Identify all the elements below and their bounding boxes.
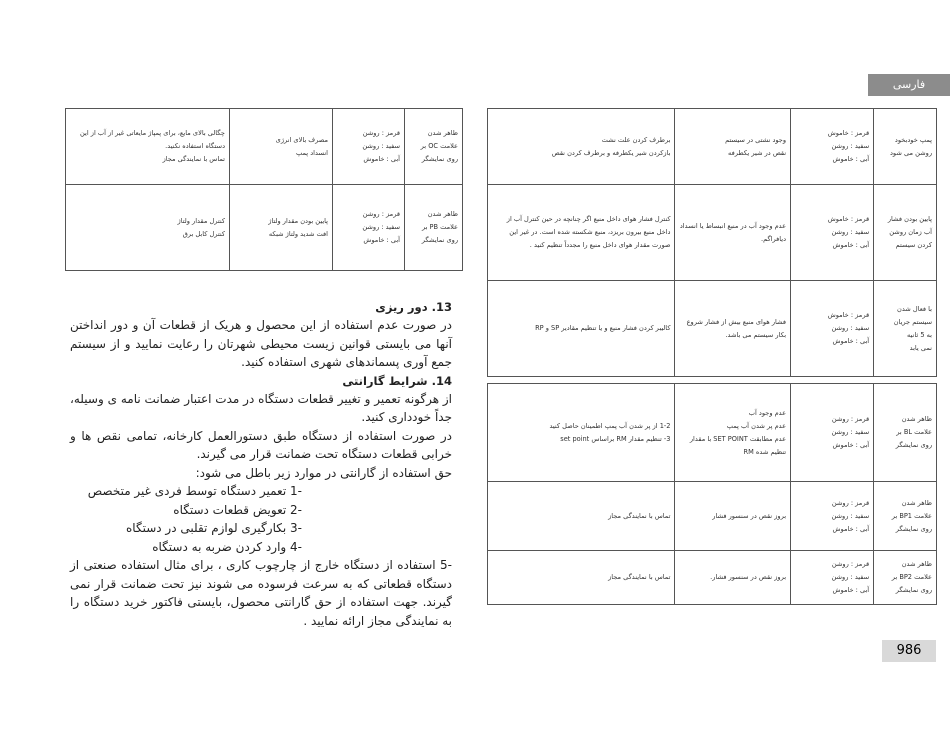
sign-line: کردن سیستم (895, 241, 932, 249)
sign-cell (405, 109, 463, 185)
cause-line: عدم مطابقت SET POINT با مقدار تنظیم شده RM (689, 434, 787, 456)
remedy-line: کنترل مقدار ولتاژ (177, 216, 225, 225)
warranty-paragraph: در صورت استفاده از دستگاه طبق دستورالعمل کارخانه، تمامی نقص ها و خرابی قطعات دستگاه تحت ضمانت قرار می گیرند. (70, 428, 452, 461)
remedy-cell (66, 109, 230, 185)
sign-line: روی نمایشگر (895, 441, 932, 449)
sign-line: ظاهر شدن (901, 560, 932, 568)
sign-line: ظاهر شدن (901, 415, 932, 423)
led-status-line: سفید : روشن (831, 142, 870, 150)
cause-cell (230, 185, 333, 271)
cause-line: نقص در شیر یکطرفه (728, 148, 787, 157)
sign-line: ظاهر شدن (427, 210, 458, 218)
led-status-cell (333, 109, 405, 185)
cause-line: بروز نقص در سنسور فشار (712, 511, 787, 520)
cause-line: عدم پر شدن آب پمپ (726, 421, 787, 430)
remedy-line: تماس با نمایندگی مجاز (608, 511, 671, 520)
remedy-line: 3- تنظیم مقدار RM براساس set point (560, 434, 671, 443)
sign-line: نمی یابد (909, 343, 932, 352)
sign-cell (874, 551, 937, 605)
cause-line: فشار هوای منبع بیش از فشار شروع بکار سیستم می باشد. (686, 317, 787, 339)
remedy-line: کنترل کابل برق (182, 229, 225, 238)
led-status-line: آبی : خاموش (363, 236, 400, 244)
remedy-line: چگالی بالای مایع، برای پمپاژ مایعاتی غیر از آب از این دستگاه استفاده نکنید. (80, 129, 225, 150)
led-status-line: قرمز : روشن (362, 129, 400, 137)
sign-line: پمپ خودبخود (894, 135, 932, 144)
remedy-line: برطرف کردن علت نشت (601, 135, 671, 144)
led-status-line: قرمز : خاموش (827, 129, 870, 137)
led-status-line: سفید : روشن (831, 228, 870, 236)
warranty-item: -1 تعمیر دستگاه توسط فردی غیر متخصص (87, 484, 302, 498)
led-status-cell (791, 551, 874, 605)
cause-line: انسداد پمپ (296, 148, 328, 157)
sign-cell (874, 281, 937, 377)
cause-line: بروز نقص در سنسور فشار. (710, 573, 787, 581)
table-row (488, 482, 937, 551)
cause-cell (675, 551, 791, 605)
sign-cell (874, 185, 937, 281)
remedy-line: بازکردن شیر یکطرفه و برطرف کردن نقص (551, 148, 671, 157)
cause-line: عدم وجود آب (748, 408, 787, 417)
led-status-line: آبی : خاموش (832, 241, 870, 249)
remedy-cell (488, 551, 675, 605)
page-number: 986 (882, 640, 936, 662)
cause-line: پایین بودن مقدار ولتاژ (268, 216, 328, 225)
warranty-heading: 14. شرایط گارانتی (342, 373, 452, 388)
remedy-cell (488, 482, 675, 551)
table-row (66, 109, 463, 185)
remedy-line: تماس با نمایندگی مجاز (608, 573, 671, 581)
led-status-line: آبی : خاموش (832, 441, 870, 449)
remedy-line: کنترل فشار هوای داخل منبع اگر چنانچه در حین کنترل آب از داخل منبع بیرون بریزد، منبع شکسته شده است. در غیر این صورت مقدار هوای داخل منبع را مجدداً تنظیم کنید . (506, 215, 671, 249)
remedy-line: تماس با نمایندگی مجاز (162, 155, 225, 163)
remedy-cell (488, 185, 675, 281)
sign-line: علامت BP1 بر (891, 511, 932, 520)
led-status-cell (791, 109, 874, 185)
warranty-item: -3 بکارگیری لوازم تقلبی در دستگاه (126, 521, 302, 535)
disposal-heading: 13. دور ریزی (375, 300, 452, 314)
warranty-paragraph: از هرگونه تعمیر و تغییر قطعات دستگاه در مدت اعتبار ضمانت نامه ی وسیله، جداً خودداری کنید. (70, 391, 452, 424)
table-row (66, 185, 463, 271)
led-status-cell (791, 482, 874, 551)
remedy-cell (488, 281, 675, 377)
led-status-line: قرمز : روشن (362, 210, 400, 218)
disposal-text: در صورت عدم استفاده از این محصول و هریک از قطعات آن و دور انداختن آنها می بایستی قوانین زیست محیطی شهرتان را رعایت نمایید و از سیستم جمع آوری پسماندهای شهری استفاده کنید. (70, 318, 452, 369)
troubleshooting-table-left (65, 108, 463, 271)
led-status-line: قرمز : خاموش (827, 311, 870, 319)
led-status-line: آبی : خاموش (832, 586, 870, 594)
led-status-line: آبی : خاموش (832, 524, 870, 533)
article-text (70, 298, 452, 630)
table-row (488, 551, 937, 605)
table-row (488, 185, 937, 281)
sign-line: به 5 ثانیه (907, 330, 932, 339)
cause-line: عدم وجود آب در منبع انبساط یا انسداد دیافراگم. (679, 221, 787, 243)
sign-line: پایین بودن فشار (887, 215, 932, 223)
led-status-line: قرمز : روشن (831, 498, 870, 507)
sign-line: ظاهر شدن (427, 129, 458, 137)
sign-cell (874, 109, 937, 185)
remedy-cell (488, 384, 675, 482)
sign-line: سیستم جریان (893, 317, 932, 326)
led-status-line: قرمز : روشن (831, 560, 870, 568)
led-status-line: قرمز : خاموش (827, 215, 870, 223)
remedy-cell (66, 185, 230, 271)
sign-line: علامت BL بر (896, 428, 932, 436)
cause-cell (675, 281, 791, 377)
language-tab: فارسی (868, 74, 950, 96)
led-status-line: سفید : روشن (362, 223, 400, 231)
sign-line: روی نمایشگر (895, 524, 932, 533)
sign-line: علامت OC بر (420, 142, 458, 150)
sign-line: روی نمایشگر (421, 236, 458, 244)
led-status-line: سفید : روشن (831, 428, 870, 436)
cause-cell (230, 109, 333, 185)
warranty-paragraph: حق استفاده از گارانتی در موارد زیر باطل می شود: (195, 465, 452, 480)
sign-line: روشن می شود (890, 148, 932, 157)
sign-cell (874, 482, 937, 551)
warranty-paragraph: -5 استفاده از دستگاه خارج از چارچوب کاری ، برای مثال استفاده صنعتی از دستگاه قطعاتی که به سرعت فرسوده می شوند نیز تحت ضمانت قرار نمی گیرند. جهت استفاده از حق گارانتی محصول، بایستی فاکتور خرید دستگاه را به نمایندگی مجاز ارائه نمایید . (70, 558, 452, 628)
cause-line: مصرف بالای انرژی (275, 135, 328, 144)
troubleshooting-table-right-top (487, 108, 937, 377)
cause-cell (675, 482, 791, 551)
led-status-line: آبی : خاموش (832, 155, 870, 163)
sign-line: علامت PB بر (421, 223, 458, 231)
sign-line: آب زمان روشن (889, 228, 932, 236)
sign-cell (405, 185, 463, 271)
cause-cell (675, 109, 791, 185)
sign-cell (874, 384, 937, 482)
table-row (488, 281, 937, 377)
cause-line: وجود نشتی در سیستم (725, 135, 787, 144)
led-status-line: سفید : روشن (362, 142, 400, 150)
led-status-line: قرمز : روشن (831, 415, 870, 423)
led-status-line: سفید : روشن (831, 511, 870, 520)
led-status-cell (791, 281, 874, 377)
warranty-item: -2 تعویض قطعات دستگاه (173, 502, 302, 517)
remedy-line: کالیبر کردن فشار منبع و یا تنظیم مقادیر SP و RP (535, 324, 671, 332)
cause-cell (675, 185, 791, 281)
remedy-line: 1-2 از پر شدن آب پمپ اطمینان حاصل کنید (549, 421, 671, 430)
led-status-cell (333, 185, 405, 271)
led-status-line: سفید : روشن (831, 324, 870, 332)
led-status-cell (791, 185, 874, 281)
led-status-line: سفید : روشن (831, 573, 870, 581)
cause-cell (675, 384, 791, 482)
led-status-line: آبی : خاموش (363, 155, 400, 163)
sign-line: روی نمایشگر (895, 586, 932, 594)
led-status-cell (791, 384, 874, 482)
sign-line: با فعال شدن (897, 304, 932, 313)
warranty-item: -4 وارد کردن ضربه به دستگاه (152, 539, 302, 554)
troubleshooting-table-right-bottom (487, 383, 937, 605)
led-status-line: آبی : خاموش (832, 337, 870, 345)
sign-line: روی نمایشگر (421, 155, 458, 163)
cause-line: افت شدید ولتاژ شبکه (268, 229, 328, 238)
sign-line: ظاهر شدن (901, 498, 932, 507)
table-row (488, 109, 937, 185)
remedy-cell (488, 109, 675, 185)
table-row (488, 384, 937, 482)
sign-line: علامت BP2 بر (891, 573, 932, 581)
